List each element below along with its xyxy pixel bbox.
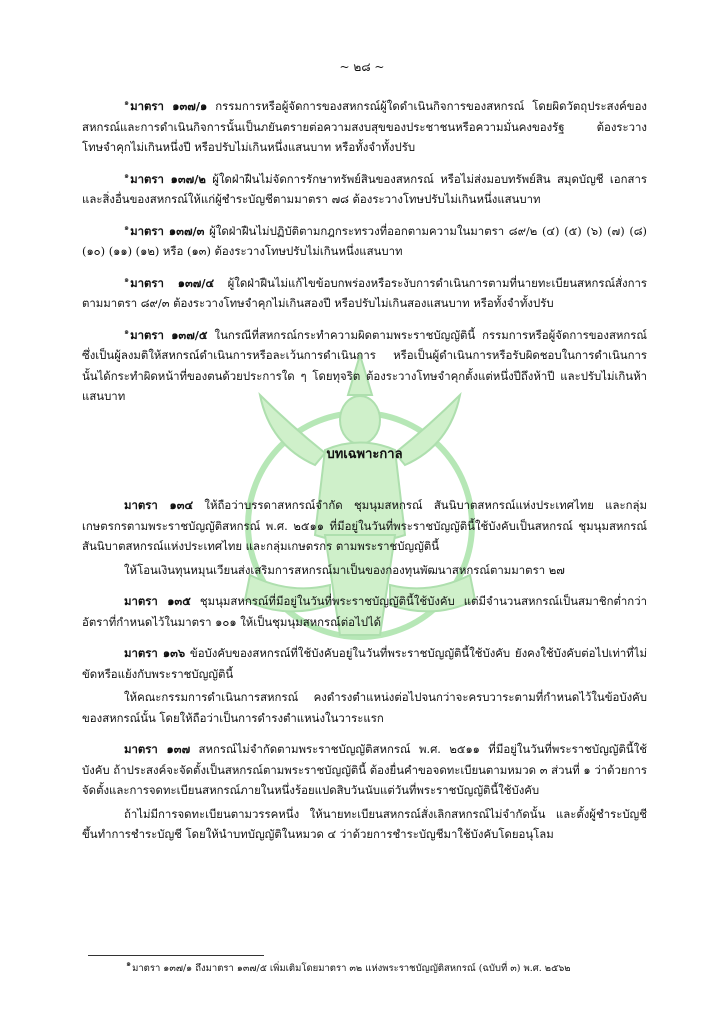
footnote-marker: ๑ — [126, 959, 132, 968]
section-134 — [82, 495, 647, 557]
document-body — [82, 96, 647, 856]
section-136-para-2 — [82, 687, 647, 728]
section-label: มาตรา ๑๓๔ — [124, 498, 194, 512]
section-134-para-2 — [82, 560, 647, 581]
section-137-3 — [82, 221, 647, 262]
section-137-1 — [82, 96, 647, 158]
footnote-divider — [88, 955, 264, 956]
section-label: มาตรา ๑๓๗ — [124, 742, 191, 756]
amended-sections — [82, 96, 647, 407]
footnote-marker: ๑ — [124, 170, 130, 180]
section-text: กรรมการหรือผู้จัดการของสหกรณ์ผู้ใดดำเนินกิจการของสหกรณ์ โดยผิดวัตถุประสงค์ของสหกรณ์และการดำเนินกิจการนั้นเป็นภยันตรายต่อความสงบสุขของประชาชนหรือความมั่นคงของรัฐ ต้องระวางโทษจำคุกไม่เกินหนึ่งปี หรือปรับไม่เกินหนึ่งแสนบาท หรือทั้งจำทั้งปรับ — [82, 99, 647, 154]
section-text: ให้ถือว่าบรรดาสหกรณ์จำกัด ชุมนุมสหกรณ์ สันนิบาตสหกรณ์แห่งประเทศไทย และกลุ่มเกษตรกรตามพระราชบัญญัติสหกรณ์ พ.ศ. ๒๕๑๑ ที่มีอยู่ในวันที่พระราชบัญญัตินี้ใช้บังคับเป็นสหกรณ์ ชุมนุมสหกรณ์ สันนิบาตสหกรณ์แห่งประเทศไทย และกลุ่มเกษตรกร ตามพระราชบัญญัตินี้ — [82, 498, 648, 553]
section-label: มาตรา ๑๓๗/๒ — [130, 171, 206, 186]
section-heading: บทเฉพาะกาล — [326, 446, 403, 462]
section-137 — [82, 739, 647, 801]
section-137-2 — [82, 169, 647, 210]
section-text: ผู้ใดฝ่าฝืนไม่ปฏิบัติตามกฎกระทรวงที่ออกตามความในมาตรา ๘๙/๒ (๔) (๕) (๖) (๗) (๘) (๑๐) (๑๑) (๑๒) หรือ (๑๓) ต้องระวางโทษปรับไม่เกินหนึ่งแสนบาท — [82, 223, 648, 258]
footnote-marker: ๑ — [124, 222, 130, 232]
section-label: มาตรา ๑๓๗/๓ — [130, 223, 205, 238]
footnote-text: มาตรา ๑๓๗/๑ ถึงมาตรา ๑๓๗/๕ เพิ่มเติมโดยมาตรา ๓๒ แห่งพระราชบัญญัติสหกรณ์ (ฉบับที่ ๓) พ.ศ. ๒๕๖๒ — [132, 963, 571, 974]
footnote — [126, 961, 571, 976]
section-text: สหกรณ์ไม่จำกัดตามพระราชบัญญัติสหกรณ์ พ.ศ. ๒๕๑๑ ที่มีอยู่ในวันที่พระราชบัญญัตินี้ใช้บังคับ ถ้าประสงค์จะจัดตั้งเป็นสหกรณ์ตามพระราชบัญญัตินี้ ต้องยื่นคำขอจดทะเบียนตามหมวด ๓ ส่วนที่ ๑ ว่าด้วยการจัดตั้งและการจดทะเบียนสหกรณ์ภายในหนึ่งร้อยแปดสิบวันนับแต่วันที่พระราชบัญญัตินี้ใช้บังคับ — [82, 742, 647, 797]
section-text: ในกรณีที่สหกรณ์กระทำความผิดตามพระราชบัญญัตินี้ กรรมการหรือผู้จัดการของสหกรณ์ซึ่งเป็นผู้ลงมติให้สหกรณ์ดำเนินการหรือละเว้นการดำเนินการ หรือเป็นผู้ดำเนินการหรือรับผิดชอบในการดำเนินการนั้นได้กระทำผิดหน้าที่ของตนด้วยประการใด ๆ โดยทุจริต ต้องระวางโทษจำคุกตั้งแต่หนึ่งปีถึงห้าปี และปรับไม่เกินห้าแสนบาท — [82, 327, 647, 403]
section-label: มาตรา ๑๓๖ — [124, 646, 186, 660]
section-text: ผู้ใดฝ่าฝืนไม่จัดการรักษาทรัพย์สินของสหกรณ์ หรือไม่ส่งมอบทรัพย์สิน สมุดบัญชี เอกสาร และสิ่งอื่นของสหกรณ์ให้แก่ผู้ชำระบัญชีตามมาตรา ๗๘ ต้องระวางโทษปรับไม่เกินหนึ่งแสนบาท — [82, 171, 647, 206]
section-text: ชุมนุมสหกรณ์ที่มีอยู่ในวันที่พระราชบัญญัตินี้ใช้บังคับ แต่มีจำนวนสหกรณ์เป็นสมาชิกต่ำกว่าอัตราที่กำหนดไว้ในมาตรา ๑๐๑ ให้เป็นชุมนุมสหกรณ์ต่อไปได้ — [82, 594, 647, 629]
footnote-marker: ๑ — [124, 326, 130, 336]
section-136 — [82, 643, 647, 684]
page-number: ~ ๒๘ ~ — [339, 60, 385, 74]
section-137-4 — [82, 273, 647, 314]
section-text: ผู้ใดฝ่าฝืนไม่แก้ไขข้อบกพร่องหรือระงับการดำเนินการตามที่นายทะเบียนสหกรณ์สั่งการตามมาตรา ๘๙/๓ ต้องระวางโทษจำคุกไม่เกินสองปี หรือปรับไม่เกินสองแสนบาท หรือทั้งจำทั้งปรับ — [82, 275, 647, 310]
section-135 — [82, 591, 647, 632]
section-label: มาตรา ๑๓๗/๕ — [130, 327, 208, 342]
section-label: มาตรา ๑๓๗/๑ — [130, 99, 208, 113]
section-text: ให้คณะกรรมการดำเนินการสหกรณ์ คงดำรงตำแหน่งต่อไปจนกว่าจะครบวาระตามที่กำหนดไว้ในข้อบังคับของสหกรณ์นั้น โดยให้ถือว่าเป็นการดำรงตำแหน่งในวาระแรก — [82, 690, 647, 725]
transitional-provisions — [82, 495, 647, 845]
section-137-5 — [82, 325, 647, 407]
footnote-marker: ๑ — [124, 274, 130, 284]
section-label: มาตรา ๑๓๗/๔ — [130, 275, 215, 290]
footnote-marker: ๑ — [124, 98, 130, 107]
section-label: มาตรา ๑๓๕ — [124, 594, 191, 608]
section-137-para-2 — [82, 804, 647, 845]
section-text: ถ้าไม่มีการจดทะเบียนตามวรรคหนึ่ง ให้นายทะเบียนสหกรณ์สั่งเลิกสหกรณ์ไม่จำกัดนั้น และตั้งผู้ชำระบัญชีขึ้นทำการชำระบัญชี โดยให้นำบทบัญญัติในหมวด ๔ ว่าด้วยการชำระบัญชีมาใช้บังคับโดยอนุโลม — [82, 806, 647, 841]
section-text: ข้อบังคับของสหกรณ์ที่ใช้บังคับอยู่ในวันที่พระราชบัญญัตินี้ใช้บังคับ ยังคงใช้บังคับต่อไปเท่าที่ไม่ขัดหรือแย้งกับพระราชบัญญัตินี้ — [82, 646, 647, 681]
section-text: ให้โอนเงินทุนหมุนเวียนส่งเสริมการสหกรณ์มาเป็นของกองทุนพัฒนาสหกรณ์ตามมาตรา ๒๗ — [124, 562, 565, 577]
